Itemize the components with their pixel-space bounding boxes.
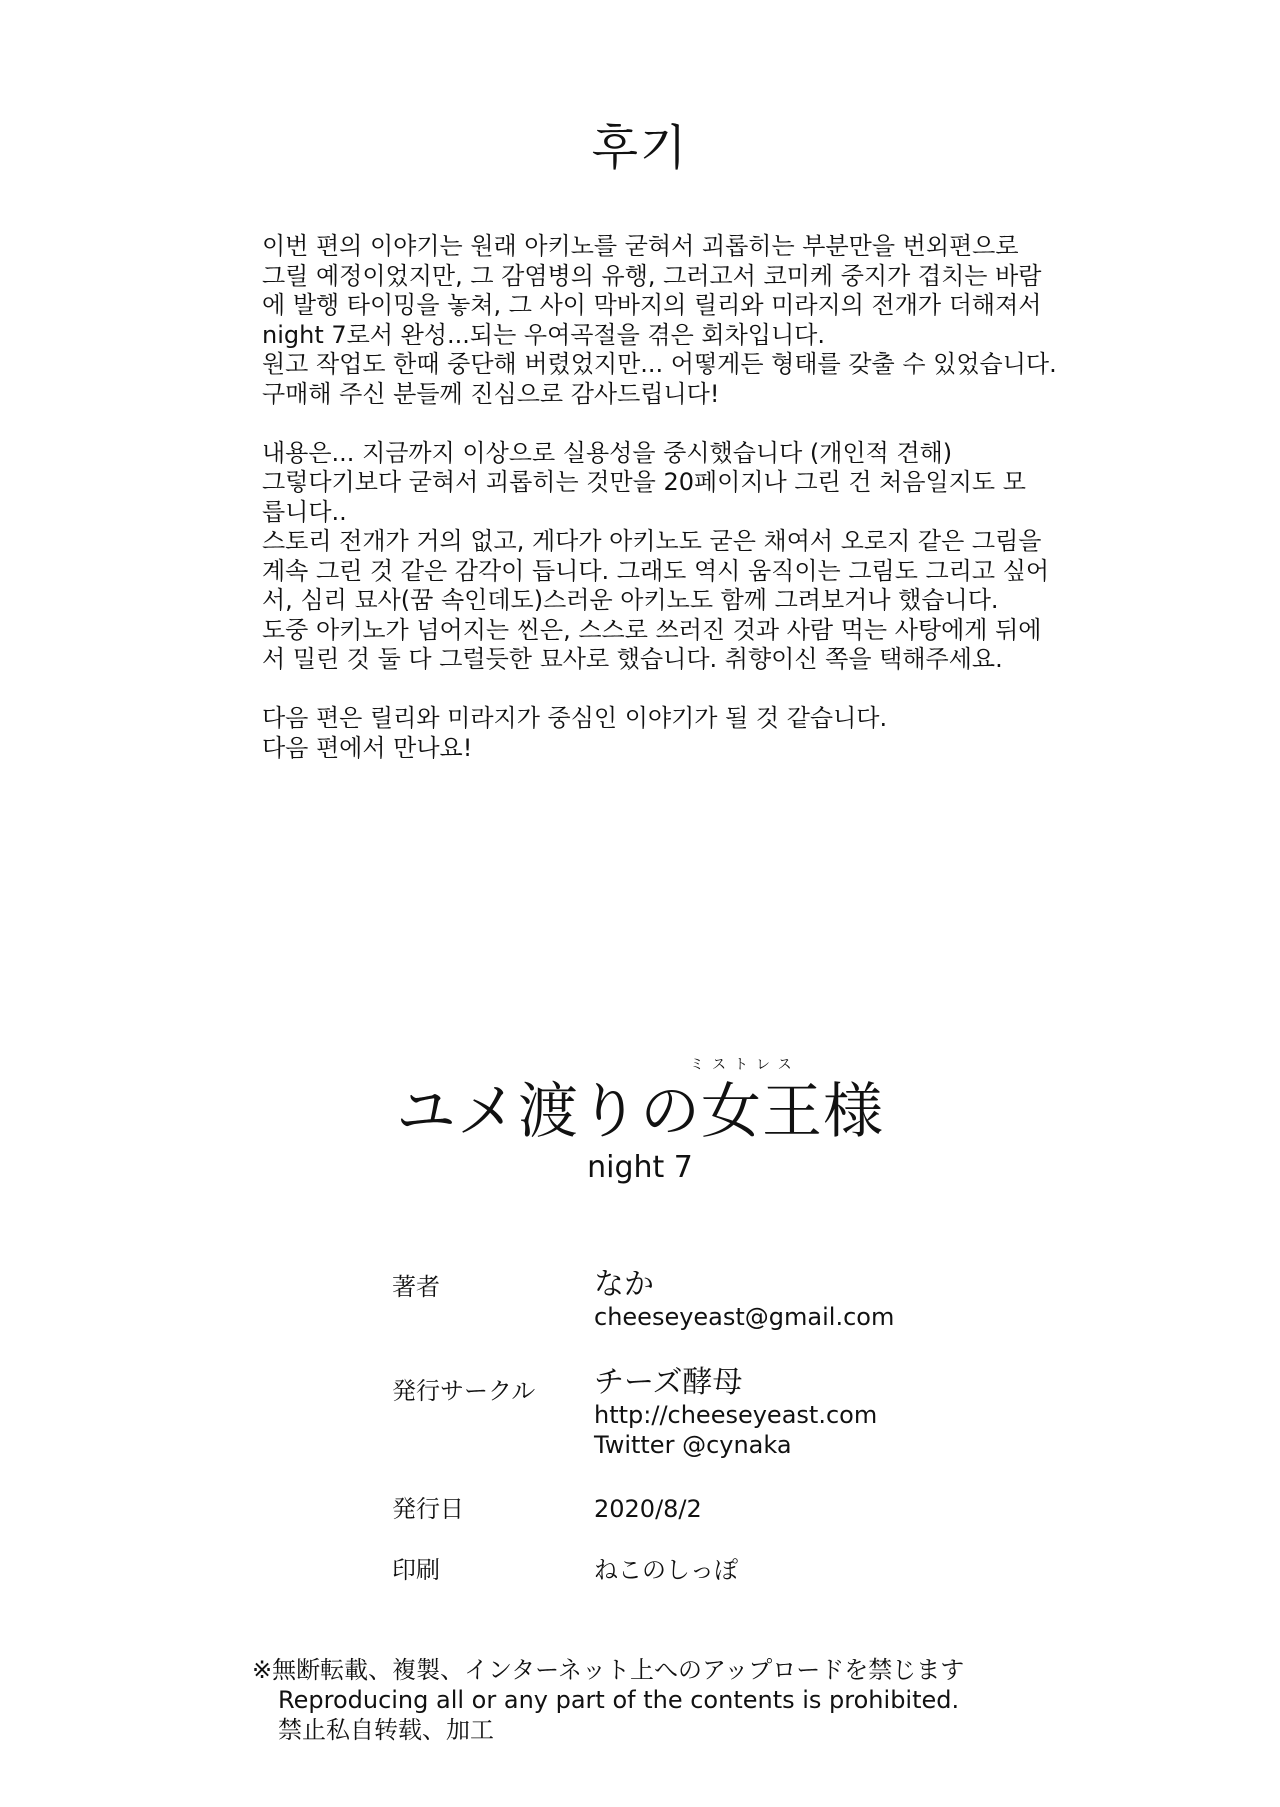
copyright-notice bbox=[252, 1655, 1152, 1745]
paragraph-line: 스토리 전개가 거의 없고, 게다가 아키노도 굳은 채여서 오로지 같은 그림을 bbox=[262, 527, 1042, 555]
circle-label: 発行サークル bbox=[392, 1377, 536, 1405]
afterword-title: 후기 bbox=[591, 120, 689, 176]
paragraph-line: 다음 편에서 만나요! bbox=[262, 733, 473, 762]
paragraph-line: 구매해 주신 분들께 진심으로 감사드립니다! bbox=[262, 379, 720, 408]
book-title: ユメ渡りの女王様 bbox=[396, 1077, 884, 1147]
paragraph-line: 내용은... 지금까지 이상으로 실용성을 중시했습니다 (개인적 견해) bbox=[262, 438, 953, 467]
printer-label: 印刷 bbox=[392, 1556, 440, 1584]
paragraph-line: 이번 편의 이야기는 원래 아키노를 굳혀서 괴롭히는 부분만을 번외편으로 bbox=[262, 232, 1019, 260]
date-values bbox=[594, 1494, 1014, 1524]
date-value: 2020/8/2 bbox=[594, 1495, 702, 1523]
circle-name: チーズ酵母 bbox=[594, 1365, 743, 1400]
paragraph-line: 그렇다기보다 굳혀서 괴롭히는 것만을 20페이지나 그린 건 처음일지도 모 bbox=[262, 468, 1026, 496]
date-label: 発行日 bbox=[392, 1495, 464, 1523]
author-values bbox=[594, 1268, 1014, 1332]
afterword-paragraph-3 bbox=[262, 704, 1122, 763]
author-name: なか bbox=[594, 1267, 654, 1302]
paragraph-line: 그릴 예정이었지만, 그 감염병의 유행, 그러고서 코미케 중지가 겹치는 바람 bbox=[262, 261, 1042, 290]
afterword-paragraph-2 bbox=[262, 439, 1122, 675]
paragraph-line: 릅니다.. bbox=[262, 497, 347, 526]
paragraph-line: 원고 작업도 한때 중단해 버렸었지만... 어떻게든 형태를 갖출 수 있었습니다. bbox=[262, 350, 1057, 378]
book-title-ruby: ミストレス bbox=[690, 1057, 800, 1073]
afterword-paragraph-1 bbox=[262, 232, 1122, 409]
book-subtitle: night 7 bbox=[587, 1150, 693, 1185]
circle-twitter: Twitter @cynaka bbox=[594, 1431, 792, 1459]
notice-english: Reproducing all or any part of the contents is prohibited. bbox=[278, 1686, 960, 1714]
author-label: 著者 bbox=[392, 1273, 440, 1301]
afterword-body bbox=[262, 232, 1122, 793]
paragraph-line: 계속 그린 것 같은 감각이 듭니다. 그래도 역시 움직이는 그림도 그리고 싶어 bbox=[262, 556, 1050, 585]
paragraph-line: night 7로서 완성...되는 우여곡절을 겪은 회차입니다. bbox=[262, 320, 825, 349]
paragraph-line: 에 발행 타이밍을 놓쳐, 그 사이 막바지의 릴리와 미라지의 전개가 더해져서 bbox=[262, 291, 1042, 319]
paragraph-line: 서 밀린 것 둘 다 그럴듯한 묘사로 했습니다. 취향이신 쪽을 택해주세요. bbox=[262, 645, 1003, 673]
notice-chinese: 禁止私自转载、加工 bbox=[278, 1716, 494, 1744]
printer-value: ねこのしっぽ bbox=[594, 1556, 738, 1584]
paragraph-line: 도중 아키노가 넘어지는 씬은, 스스로 쓰러진 것과 사람 먹는 사탕에게 뒤에 bbox=[262, 615, 1042, 644]
author-email: cheeseyeast@gmail.com bbox=[594, 1303, 895, 1331]
circle-url: http://cheeseyeast.com bbox=[594, 1401, 878, 1429]
paragraph-line: 서, 심리 묘사(꿈 속인데도)스러운 아키노도 함께 그려보거나 했습니다. bbox=[262, 586, 999, 614]
printer-values bbox=[594, 1555, 1014, 1585]
paragraph-line: 다음 편은 릴리와 미라지가 중심인 이야기가 될 것 같습니다. bbox=[262, 704, 888, 732]
notice-japanese: ※無断転載、複製、インターネット上へのアップロードを禁じます bbox=[252, 1656, 965, 1684]
circle-values bbox=[594, 1366, 1014, 1460]
